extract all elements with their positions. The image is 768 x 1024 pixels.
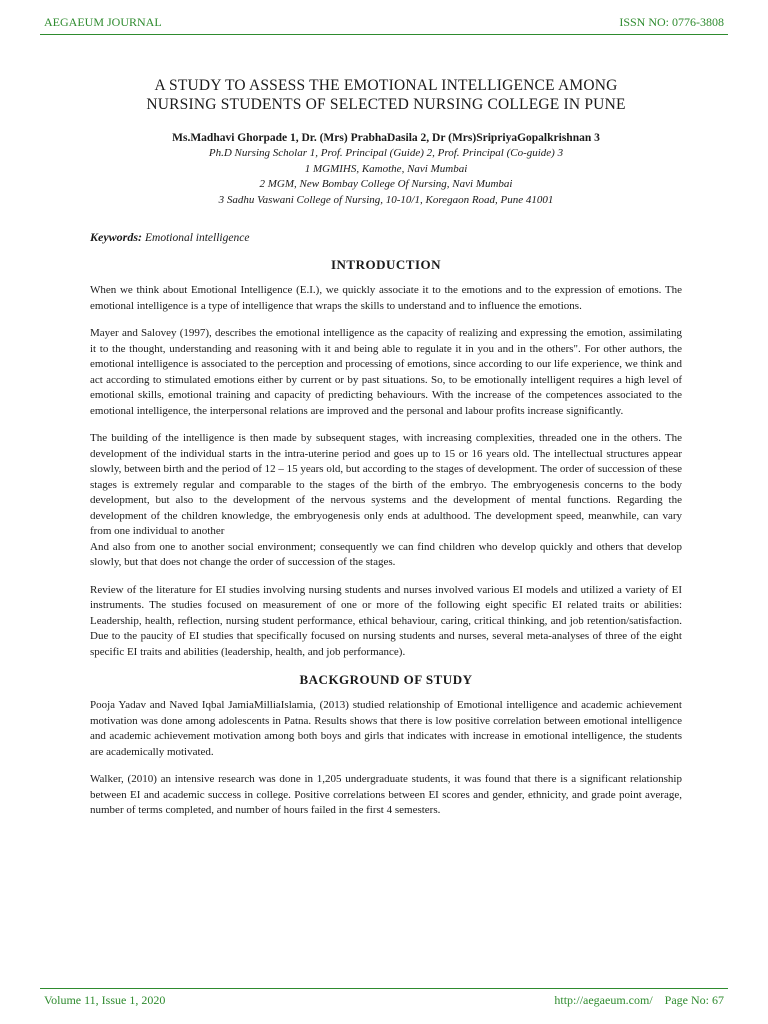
url-page-number: http://aegaeum.com/ Page No: 67: [554, 993, 724, 1007]
paragraph: Walker, (2010) an intensive research was done in 1,205 undergraduate students, it was found that there is a significant relationship between EI and academic success in college. Positive correlations between EI scores and gender, ethnicity, and grade point average, number of terms completed, and number of hours failed in the first 4 semesters.: [90, 773, 682, 816]
article-title: [90, 76, 682, 114]
keywords-value: Emotional intelligence: [145, 232, 250, 244]
header-divider: [40, 34, 728, 35]
paragraph: Mayer and Salovey (1997), describes the emotional intelligence as the capacity of realizing and expressing the emotion, assimilating it to the thought, understanding and reasoning with it and being able to regulate it in you and in the others". For other authors, the emotional intelligence is associated to the perception and processing of emotions, since according to our life experience, we think and act according to stimulated emotions either by current or by past situations. So, to be emotionally intelligent requires a high level of emotional skills, emotional training and capacity of predicting behaviours. With the increase of the competences associated to the emotional intelligence, the interpersonal relations are improved and the personal and labour profits increase significantly.: [90, 327, 682, 417]
footer-divider: [40, 988, 728, 989]
volume-issue: Volume 11, Issue 1, 2020: [44, 993, 166, 1007]
author-list: Ms.Madhavi Ghorpade 1, Dr. (Mrs) PrabhaDasila 2, Dr (Mrs)SripriyaGopalkrishnan 3: [172, 132, 600, 144]
paragraph: Review of the literature for EI studies involving nursing students and nurses involved various EI models and utilized a variety of EI instruments. The studies focused on measurement of one or more of the following eight specific EI related traits or abilities: Leadership, health, reflection, nursing student performance, ethical behaviour, caring, critical thinking, and job retention/satisfaction. Due to the paucity of EI studies that specifically focused on nursing students and nurses, several meta-analyses of three of the eight specific EI traits and abilities (leadership, health, and job performance).: [90, 583, 682, 658]
keywords: [90, 230, 682, 245]
affiliation-2: 1 MGMIHS, Kamothe, Navi Mumbai: [304, 162, 468, 175]
paragraph: The building of the intelligence is then made by subsequent stages, with increasing complexities, threaded one in the others. The development of the individual starts in the intra-uterine period and goes up to 15 or 16 years old. The intellectual structures appear slowly, between birth and the period of 12 – 15 years old, but according to the stages of development. The order of succession of these stages is extremely regular and comparable to the stages of the birth of the embryo. The embryogenesis concerns to the body development, but also to the development of the nervous systems and the development of mental functions. Regarding the development of the children knowledge, the embryogenesis only ends at adulthood. The development speed, meanwhile, can vary from one individual to another: [90, 432, 683, 537]
title-line-2: NURSING STUDENTS OF SELECTED NURSING COLLEGE IN PUNE: [146, 96, 626, 113]
paragraph: Pooja Yadav and Naved Iqbal JamiaMilliaIslamia, (2013) studied relationship of Emotional intelligence and academic achievement motivation was done among adolescents in Patna. Results shows that there is low positive correlation between emotional intelligence and academic achievement motivation among both boys and girls that indicates with increase in emotional intelligence, the students are academically motivated.: [90, 699, 682, 758]
paragraph: And also from one to another social environment; consequently we can find children who develop quickly and others that develop slowly, but that does not change the order of succession of the stages.: [90, 540, 682, 568]
issn-number: ISSN NO: 0776-3808: [619, 15, 724, 29]
keywords-label: Keywords:: [90, 230, 142, 244]
section-heading-introduction: INTRODUCTION: [330, 257, 441, 272]
section-heading-background: BACKGROUND OF STUDY: [299, 672, 473, 687]
journal-name: AEGAEUM JOURNAL: [44, 15, 162, 29]
article-body: [90, 76, 682, 831]
affiliation-4: 3 Sadhu Vaswani College of Nursing, 10-10/1, Koregaon Road, Pune 41001: [218, 193, 554, 206]
paragraph: When we think about Emotional Intelligence (E.I.), we quickly associate it to the emotions and to the expression of emotions. The emotional intelligence is a type of intelligence that wraps the skills to understand and to influence the emotions.: [90, 284, 682, 312]
affiliation-3: 2 MGM, New Bombay College Of Nursing, Navi Mumbai: [259, 178, 513, 190]
title-line-1: A STUDY TO ASSESS THE EMOTIONAL INTELLIGENCE AMONG: [154, 77, 618, 94]
affiliation-1: Ph.D Nursing Scholar 1, Prof. Principal (Guide) 2, Prof. Principal (Co-guide) 3: [208, 147, 564, 159]
